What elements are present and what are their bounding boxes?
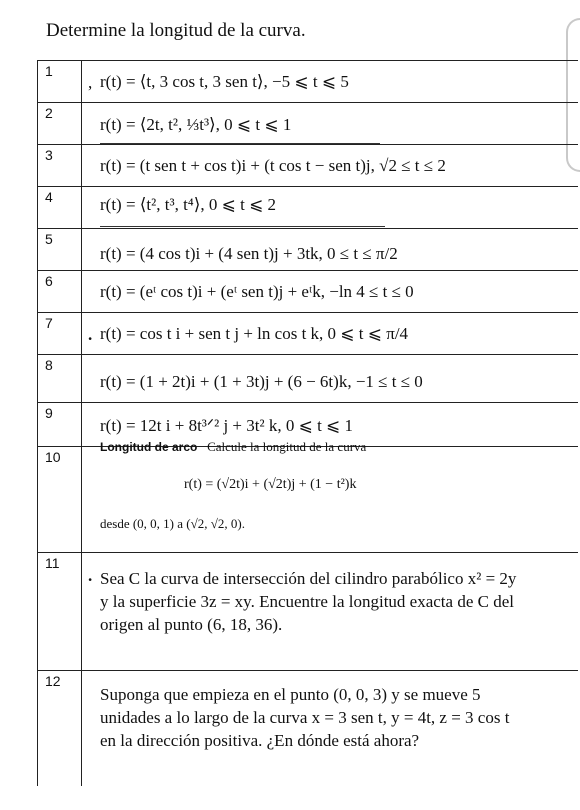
exercise-text: r(t) = (1 + 2t)i + (1 + 3t)j + (6 − 6t)k, −1 ≤ t ≤ 0	[100, 372, 423, 391]
exercise-row-1	[38, 60, 578, 102]
exercise-text-line-1: Suponga que empieza en el punto (0, 0, 3) y se mueve 5	[100, 685, 481, 704]
exercise-text: r(t) = 12t i + 8t³ᐟ² j + 3t² k, 0 ⩽ t ⩽ 1	[100, 416, 354, 435]
exercise-text-line-1: Sea C la curva de intersección del cilindro parabólico x² = 2y	[100, 569, 517, 588]
exercise-text: r(t) = (4 cos t)i + (4 sen t)j + 3tk, 0 ≤ t ≤ π/2	[100, 244, 398, 263]
exercise-number: 6	[38, 271, 82, 312]
bullet-mark: .	[88, 566, 93, 585]
exercise-text: r(t) = (t sen t + cos t)i + (t cos t − sen t)j, √2 ≤ t ≤ 2	[100, 156, 446, 175]
exercise-text-line-2: y la superficie 3z = xy. Encuentre la longitud exacta de C del	[100, 592, 514, 611]
exercise-number: 2	[38, 103, 82, 144]
exercise-endpoints: desde (0, 0, 1) a (√2, √2, 0).	[100, 516, 245, 531]
exercise-table	[37, 60, 578, 786]
exercise-number: 1	[38, 61, 82, 102]
exercise-row-10	[38, 439, 578, 552]
exercise-equation: r(t) = (√2t)i + (√2t)j + (1 − t²)k	[184, 477, 357, 492]
exercise-number: 4	[38, 187, 82, 228]
exercise-row-8	[38, 354, 578, 402]
exercise-number: 11	[38, 553, 82, 670]
page-title: Determine la longitud de la curva.	[46, 20, 306, 41]
exercise-row-5	[38, 228, 578, 270]
exercise-text: r(t) = ⟨t, 3 cos t, 3 sen t⟩, −5 ⩽ t ⩽ 5	[100, 72, 349, 91]
exercise-number: 12	[38, 671, 82, 786]
bullet-mark: ,	[88, 73, 93, 92]
exercise-row-11	[38, 552, 578, 670]
exercise-text-line-2: unidades a lo largo de la curva x = 3 sen t, y = 4t, z = 3 cos t	[100, 708, 510, 727]
exercise-row-12	[38, 670, 578, 786]
exercise-row-4	[38, 186, 578, 228]
exercise-text: r(t) = ⟨2t, t², ⅓t³⟩, 0 ⩽ t ⩽ 1	[100, 115, 292, 134]
underline	[100, 226, 385, 227]
bullet-mark: .	[88, 325, 93, 344]
exercise-text: r(t) = cos t i + sen t j + ln cos t k, 0 ⩽ t ⩽ π/4	[100, 324, 409, 343]
exercise-number: 9	[38, 403, 82, 446]
exercise-number: 3	[38, 145, 82, 186]
exercise-number: 7	[38, 313, 82, 354]
exercise-number: 10	[38, 447, 82, 552]
exercise-text-line-3: origen al punto (6, 18, 36).	[100, 615, 283, 634]
exercise-number: 5	[38, 229, 82, 270]
exercise-row-6	[38, 270, 578, 312]
exercise-number: 8	[38, 355, 82, 402]
exercise-row-2	[38, 102, 578, 144]
exercise-intro: Calcule la longitud de la curva	[207, 439, 367, 454]
exercise-text-line-3: en la dirección positiva. ¿En dónde está ahora?	[100, 731, 420, 750]
exercise-text: r(t) = (eᵗ cos t)i + (eᵗ sen t)j + eᵗk, −ln 4 ≤ t ≤ 0	[100, 282, 414, 301]
exercise-row-3	[38, 144, 578, 186]
exercise-row-7	[38, 312, 578, 354]
exercise-text: r(t) = ⟨t², t³, t⁴⟩, 0 ⩽ t ⩽ 2	[100, 195, 277, 214]
section-heading: Longitud de arco	[100, 440, 198, 454]
